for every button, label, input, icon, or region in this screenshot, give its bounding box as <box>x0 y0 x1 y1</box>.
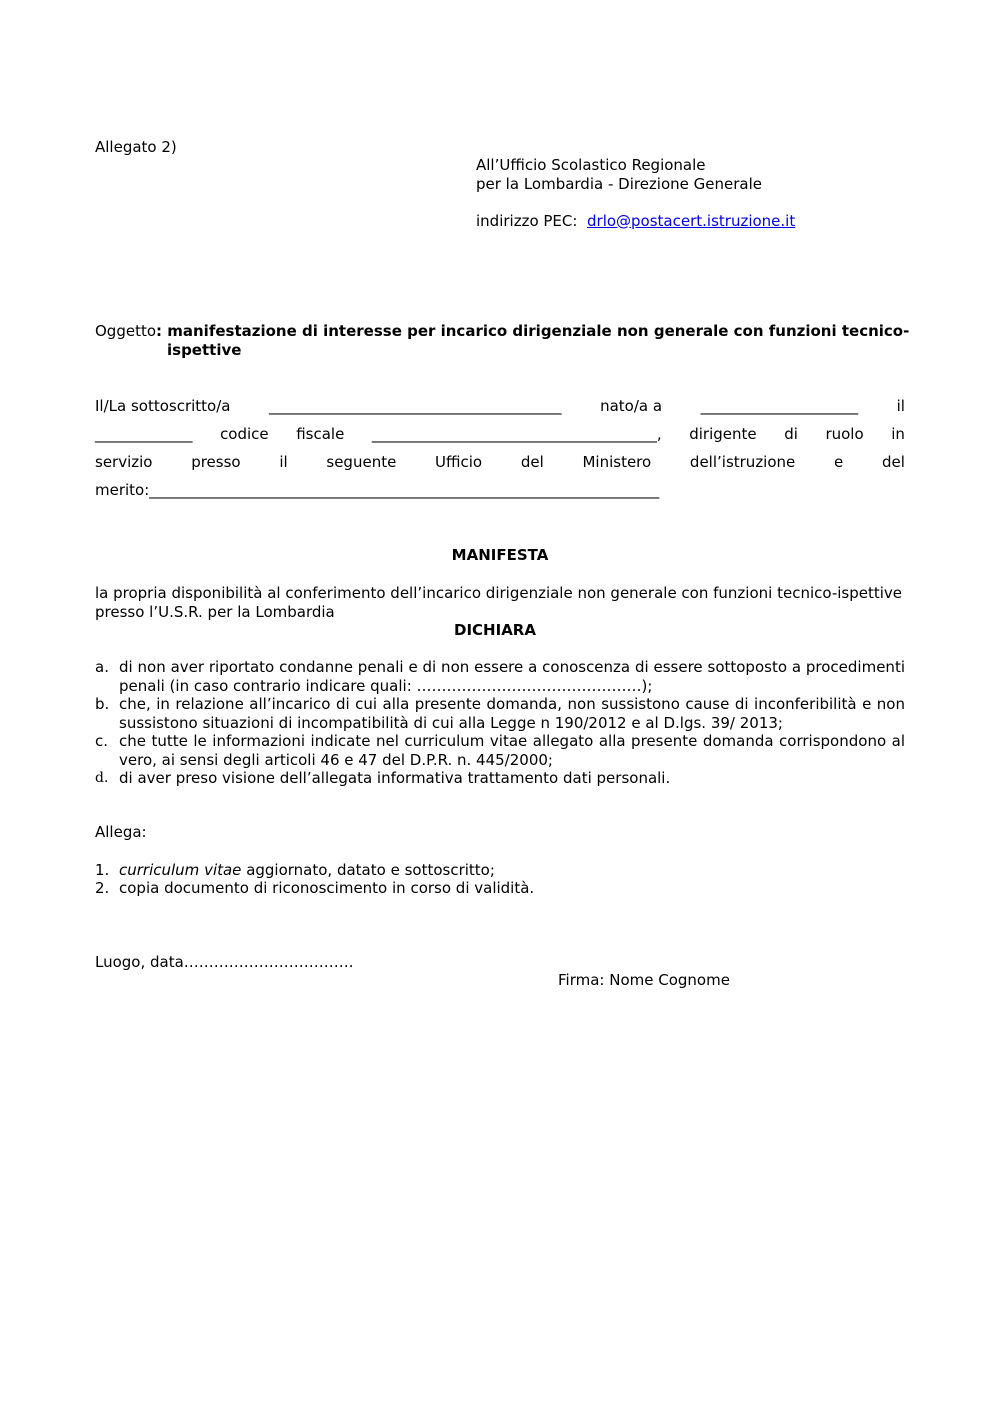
attachment-italic-text: curriculum vitae <box>119 861 242 879</box>
service-word: servizio <box>95 453 153 471</box>
manifesta-text: la propria disponibilità al conferimento dell’incarico dirigenziale non generale con funzioni tecnico-ispettive presso l’U.S.R. per la Lombardia <box>95 584 903 621</box>
manifesta-heading: MANIFESTA <box>451 546 549 564</box>
attachments-heading: Allega: <box>95 823 147 841</box>
declaration-marker: c. <box>95 732 109 750</box>
role-word-4: in <box>891 425 905 443</box>
role-word-2: di <box>784 425 798 443</box>
pec-email-link[interactable]: drlo@postacert.istruzione.it <box>587 211 796 230</box>
pec-line <box>476 212 795 231</box>
dichiara-heading: DICHIARA <box>454 621 536 639</box>
declaration-item <box>95 732 905 769</box>
subject-block <box>95 322 910 359</box>
service-word: Ministero <box>582 453 652 471</box>
service-word: presso <box>191 453 241 471</box>
subject-title: : manifestazione di interesse per incarico dirigenziale non generale con funzioni tecnico- <box>156 322 910 340</box>
declaration-marker: b. <box>95 695 110 713</box>
declaration-text: che, in relazione all’incarico di cui alla presente domanda, non sussistono cause di inconferibilità e non sussistono situazioni di incompatibilità di cui alla Legge n 190/2012 e al D.lgs. 39/ 2013; <box>119 695 905 732</box>
birthdate-field[interactable]: _____________ <box>95 425 193 443</box>
service-word: il <box>279 453 288 471</box>
attachment-item <box>95 861 905 880</box>
declarant-name-field[interactable]: _______________________________________ <box>269 397 562 415</box>
attachment-marker: 2. <box>95 879 110 897</box>
fiscal-code-label-word-1: codice <box>220 425 269 443</box>
service-word: Ufficio <box>435 453 483 471</box>
declarant-name-label: Il/La sottoscritto/a <box>95 397 231 415</box>
attachment-item <box>95 879 905 898</box>
declaration-marker: a. <box>95 658 109 676</box>
fiscal-code-field[interactable]: ______________________________________, <box>371 425 662 443</box>
declaration-text: di aver preso visione dell’allegata informativa trattamento dati personali. <box>119 769 671 787</box>
birthplace-label: nato/a a <box>600 397 663 415</box>
fiscal-code-label-word-2: fiscale <box>296 425 345 443</box>
declaration-item <box>95 769 905 788</box>
role-word-1: dirigente <box>689 425 757 443</box>
subject-title-continued: ispettive <box>167 340 242 359</box>
declaration-text: di non aver riportato condanne penali e di non essere a conoscenza di essere sottoposto a procedimenti penali (in caso contrario indicare quali: ………………………………………); <box>119 658 905 695</box>
recipient-line-2: per la Lombardia - Direzione Generale <box>476 174 762 193</box>
service-word: e <box>834 453 844 471</box>
attachment-rest-text: aggiornato, datato e sottoscritto; <box>241 861 495 879</box>
place-date-field[interactable]: Luogo, data……………………………. <box>95 953 354 971</box>
service-word: del <box>881 453 905 471</box>
subject-label: Oggetto <box>95 322 157 340</box>
service-word: del <box>520 453 544 471</box>
attachment-label: Allegato 2) <box>95 138 177 156</box>
role-word-3: ruolo <box>825 425 864 443</box>
declarant-line-1 <box>95 397 905 416</box>
service-word: dell’istruzione <box>689 453 796 471</box>
attachment-text: copia documento di riconoscimento in corso di validità. <box>119 879 535 897</box>
declarant-line-2 <box>95 425 905 444</box>
pec-label: indirizzo PEC: <box>476 211 578 230</box>
birthdate-label: il <box>896 397 905 415</box>
attachment-text <box>119 861 905 880</box>
declarant-line-3 <box>95 453 905 472</box>
attachment-marker: 1. <box>95 861 110 879</box>
declaration-item <box>95 695 905 732</box>
merit-office-field[interactable]: merito:____________________________________________________________________ <box>95 481 660 499</box>
declaration-text: che tutte le informazioni indicate nel curriculum vitae allegato alla presente domanda corrispondono al vero, ai sensi degli articoli 46 e 47 del D.P.R. n. 445/2000; <box>119 732 905 769</box>
declaration-item <box>95 658 905 695</box>
service-word: seguente <box>326 453 397 471</box>
birthplace-field[interactable]: _____________________ <box>700 397 859 415</box>
recipient-block <box>476 156 795 230</box>
declaration-marker: d. <box>95 770 109 786</box>
recipient-line-1: All’Ufficio Scolastico Regionale <box>476 156 706 174</box>
signature-line: Firma: Nome Cognome <box>558 971 730 989</box>
